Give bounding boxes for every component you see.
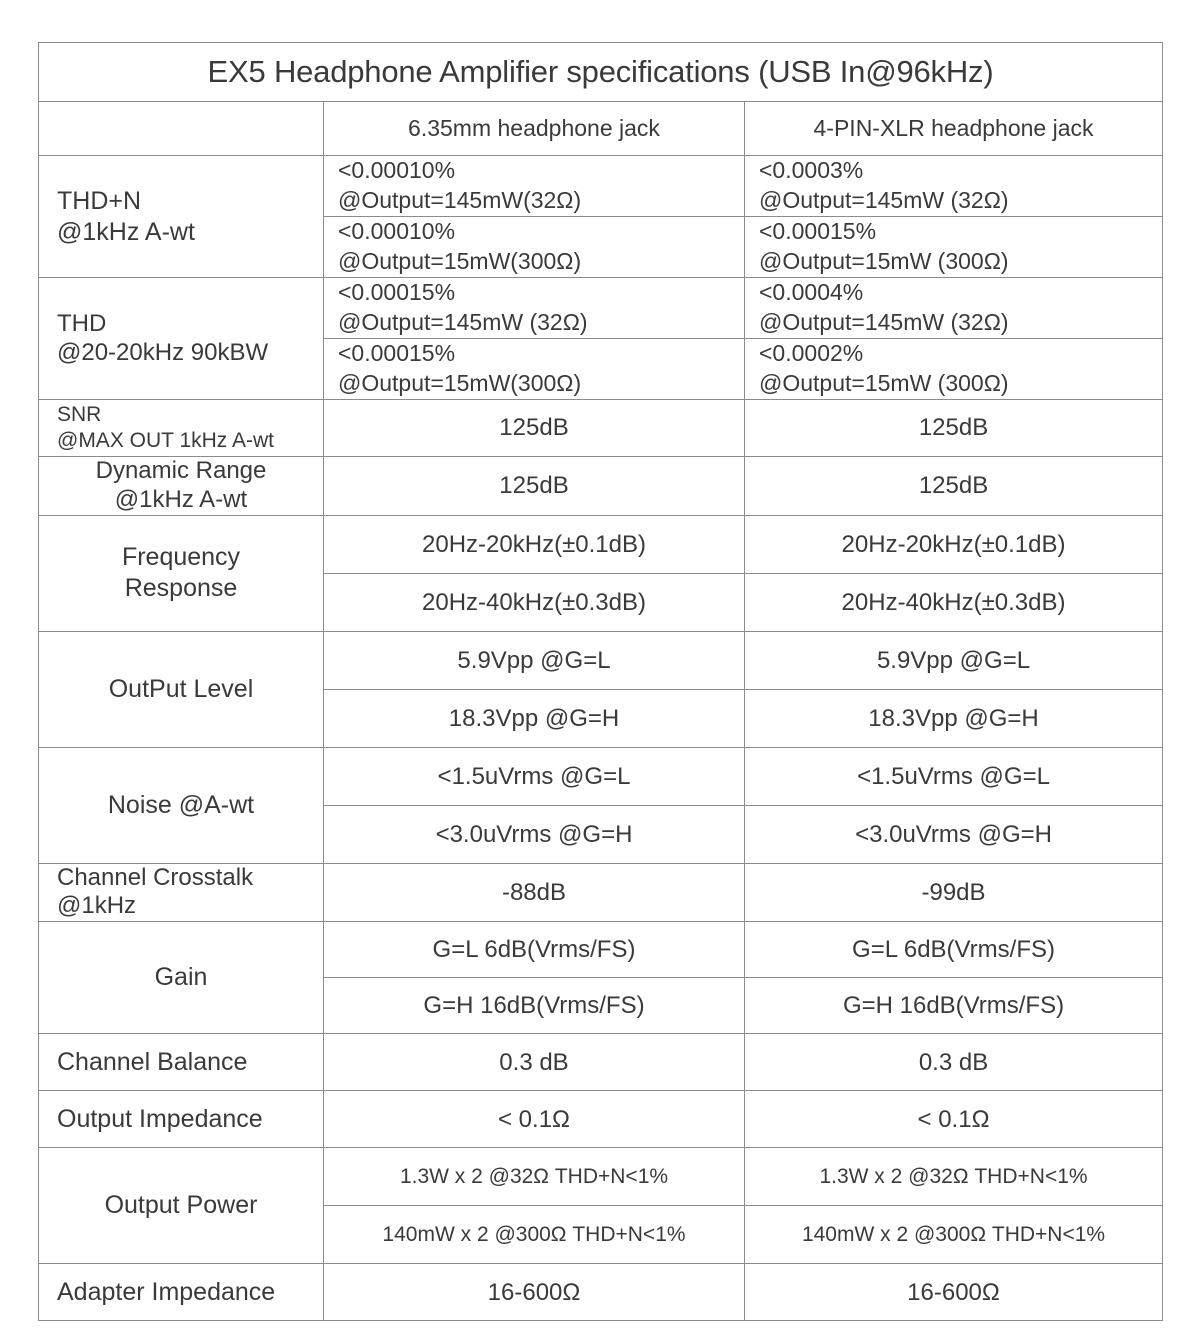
header-jack-635: 6.35mm headphone jack — [324, 102, 745, 156]
value-cell: 140mW x 2 @300Ω THD+N<1% — [745, 1206, 1163, 1264]
value-cell: 20Hz-40kHz(±0.3dB) — [324, 573, 745, 631]
value-cell: -99dB — [745, 863, 1163, 922]
table-row — [39, 457, 1163, 516]
header-jack-xlr: 4-PIN-XLR headphone jack — [745, 102, 1163, 156]
row-label-channel-balance — [39, 1034, 324, 1091]
row-label-line2: Response — [124, 574, 238, 603]
value-cell: <1.5uVrms @G=L — [324, 747, 745, 805]
row-label-dynamic-range — [39, 457, 324, 516]
specification-sheet — [38, 42, 1162, 1321]
value-cell: 16-600Ω — [745, 1264, 1163, 1321]
value-cell: 20Hz-20kHz(±0.1dB) — [324, 515, 745, 573]
row-label-line1: SNR — [57, 403, 102, 427]
table-row — [39, 156, 1163, 217]
value-cell: 125dB — [745, 400, 1163, 457]
table-row — [39, 1148, 1163, 1206]
value-cell — [324, 278, 745, 339]
row-label-frequency-response — [39, 515, 324, 631]
value-line1: <0.0003% — [759, 157, 864, 184]
row-label-output-power — [39, 1148, 324, 1264]
table-row — [39, 400, 1163, 457]
row-label-line1: Output Impedance — [57, 1104, 263, 1133]
row-label-line1: OutPut Level — [108, 674, 254, 703]
row-label-line1: Channel Crosstalk — [57, 863, 254, 891]
value-cell: <1.5uVrms @G=L — [745, 747, 1163, 805]
value-cell: 125dB — [324, 400, 745, 457]
value-cell: G=L 6dB(Vrms/FS) — [324, 922, 745, 978]
value-cell: < 0.1Ω — [324, 1091, 745, 1148]
row-label-line1: THD — [57, 309, 107, 337]
value-cell: 20Hz-20kHz(±0.1dB) — [745, 515, 1163, 573]
table-row — [39, 631, 1163, 689]
value-cell — [324, 217, 745, 278]
value-cell: 125dB — [745, 457, 1163, 516]
row-label-output-level — [39, 631, 324, 747]
value-cell: 20Hz-40kHz(±0.3dB) — [745, 573, 1163, 631]
row-label-line2: @1kHz A-wt — [114, 485, 248, 513]
value-cell: 5.9Vpp @G=L — [324, 631, 745, 689]
row-label-channel-crosstalk — [39, 863, 324, 922]
row-label-line2: @1kHz A-wt — [57, 217, 195, 246]
value-cell: 0.3 dB — [324, 1034, 745, 1091]
row-label-line2: @MAX OUT 1kHz A-wt — [57, 429, 274, 452]
value-cell: < 0.1Ω — [745, 1091, 1163, 1148]
value-cell: 140mW x 2 @300Ω THD+N<1% — [324, 1206, 745, 1264]
value-cell — [745, 217, 1163, 278]
value-line1: <0.00015% — [759, 218, 877, 245]
table-title: EX5 Headphone Amplifier specifications (USB In@96kHz) — [39, 43, 1163, 102]
row-label-gain — [39, 922, 324, 1034]
value-line1: <0.00010% — [338, 157, 456, 184]
value-cell: 1.3W x 2 @32Ω THD+N<1% — [324, 1148, 745, 1206]
table-row — [39, 278, 1163, 339]
table-row — [39, 863, 1163, 922]
row-label-snr — [39, 400, 324, 457]
table-row — [39, 1091, 1163, 1148]
row-label-output-impedance — [39, 1091, 324, 1148]
header-blank-cell — [39, 102, 324, 156]
value-line1: <0.00015% — [338, 340, 456, 367]
value-cell: 125dB — [324, 457, 745, 516]
row-label-line1: Noise @A-wt — [107, 790, 255, 819]
row-label-line1: Output Power — [104, 1191, 258, 1220]
table-row — [39, 922, 1163, 978]
row-label-line1: THD+N — [57, 186, 142, 215]
value-cell: 5.9Vpp @G=L — [745, 631, 1163, 689]
row-label-line1: Adapter Impedance — [57, 1277, 276, 1306]
table-row — [39, 1264, 1163, 1321]
table-row — [39, 747, 1163, 805]
value-cell — [745, 156, 1163, 217]
value-cell: G=H 16dB(Vrms/FS) — [324, 978, 745, 1034]
table-header-row — [39, 102, 1163, 156]
row-label-line1: Frequency — [121, 543, 241, 572]
value-cell: G=H 16dB(Vrms/FS) — [745, 978, 1163, 1034]
row-label-line2: @1kHz — [57, 892, 137, 920]
row-label-line1: Dynamic Range — [95, 457, 267, 484]
value-cell — [324, 156, 745, 217]
value-cell: 18.3Vpp @G=H — [745, 689, 1163, 747]
value-line2: @Output=15mW (300Ω) — [759, 248, 1009, 274]
value-cell — [324, 339, 745, 400]
value-line2: @Output=15mW(300Ω) — [338, 248, 582, 274]
value-cell: 16-600Ω — [324, 1264, 745, 1321]
row-label-thd-n — [39, 156, 324, 278]
row-label-thd — [39, 278, 324, 400]
value-line1: <0.00010% — [338, 218, 456, 245]
row-label-noise — [39, 747, 324, 863]
value-line2: @Output=145mW (32Ω) — [759, 309, 1009, 335]
value-line2: @Output=15mW (300Ω) — [759, 370, 1009, 396]
value-line2: @Output=145mW (32Ω) — [338, 309, 588, 335]
value-line2: @Output=145mW (32Ω) — [759, 187, 1009, 213]
table-title-row — [39, 43, 1163, 102]
value-line1: <0.00015% — [338, 279, 456, 306]
row-label-line2: @20-20kHz 90kBW — [57, 338, 269, 366]
value-cell: G=L 6dB(Vrms/FS) — [745, 922, 1163, 978]
value-cell: 0.3 dB — [745, 1034, 1163, 1091]
row-label-adapter-impedance — [39, 1264, 324, 1321]
row-label-line1: Channel Balance — [57, 1047, 248, 1076]
value-cell: <3.0uVrms @G=H — [745, 805, 1163, 863]
specifications-table — [38, 42, 1163, 1321]
value-line1: <0.0002% — [759, 340, 864, 367]
value-line2: @Output=15mW(300Ω) — [338, 370, 582, 396]
value-cell: -88dB — [324, 863, 745, 922]
table-row — [39, 515, 1163, 573]
row-label-line1: Gain — [154, 963, 208, 992]
value-cell — [745, 339, 1163, 400]
value-cell: <3.0uVrms @G=H — [324, 805, 745, 863]
value-cell: 18.3Vpp @G=H — [324, 689, 745, 747]
value-cell: 1.3W x 2 @32Ω THD+N<1% — [745, 1148, 1163, 1206]
table-row — [39, 1034, 1163, 1091]
value-line1: <0.0004% — [759, 279, 864, 306]
value-line2: @Output=145mW(32Ω) — [338, 187, 582, 213]
value-cell — [745, 278, 1163, 339]
